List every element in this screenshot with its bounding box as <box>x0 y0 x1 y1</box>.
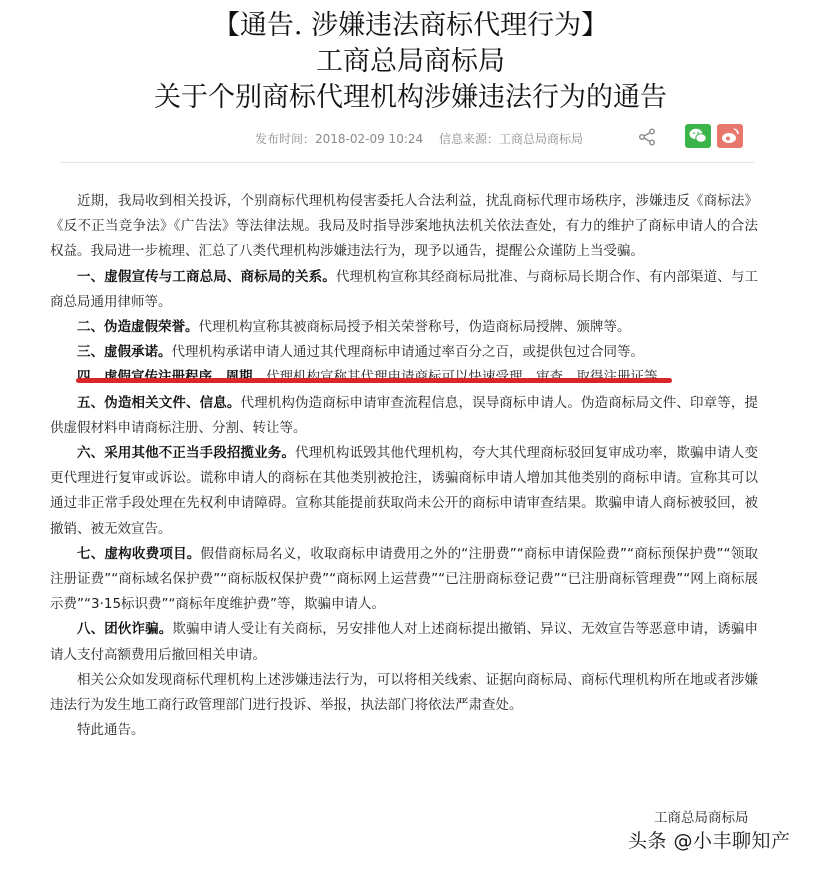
headline-line-2: 工商总局商标局 <box>316 46 505 77</box>
paragraph-item-1: 一、虚假宣传与工商总局、商标局的关系。代理机构宣称其经商标局批准、与商标局长期合作、有内部渠道、与工商总局通用律师等。 <box>50 268 759 310</box>
notice-body <box>50 189 758 743</box>
paragraph-item-2: 二、伪造虚假荣誉。代理机构宣称其被商标局授予相关荣誉称号，伪造商标局授牌、颁牌等。 <box>77 319 631 336</box>
info-source: 信息来源：工商总局商标局 <box>438 132 583 146</box>
red-highlight-underline <box>76 378 672 383</box>
header-divider <box>60 162 754 163</box>
paragraph-item-7: 七、虚构收费项目。假借商标局名义，收取商标申请费用之外的“注册费”“商标申请保险费”“商标预保护费”“领取注册证费”“商标域名保护费”“商标版权保护费”“商标网上运营费”“已注册商标登记费”“已注册商标管理费”“网上商标展示费”“3·15标识费”“商标年度维护费”等，欺骗申请人。 <box>50 545 758 613</box>
paragraph-intro: 近期，我局收到相关投诉，个别商标代理机构侵害委托人合法利益，扰乱商标代理市场秩序，涉嫌违反《商标法》《反不正当竞争法》《广告法》等法律法规。我局及时指导涉案地执法机关依法查处，有力的维护了商标申请人的合法权益。我局进一步梳理、汇总了八类代理机构涉嫌违法行为，现予以通告，提醒公众谨防上当受骗。 <box>50 193 758 260</box>
watermark: 头条 @小丰聊知产 <box>628 830 791 852</box>
paragraph-item-8: 八、团伙诈骗。欺骗申请人受让有关商标，另安排他人对上述商标提出撤销、异议、无效宣告等恶意申请，诱骗申请人支付高额费用后撤回相关申请。 <box>50 621 759 663</box>
headline-line-1: 【通告. 涉嫌违法商标代理行为】 <box>212 10 609 41</box>
wechat-icon <box>685 124 711 148</box>
weibo-share-button[interactable] <box>717 124 743 148</box>
paragraph-closing: 相关公众如发现商标代理机构上述涉嫌违法行为，可以将相关线索、证据向商标局、商标代理机构所在地或者涉嫌违法行为发生地工商行政管理部门进行投诉、举报，执法部门将依法严肃查处。 <box>50 671 758 714</box>
headline-line-3: 关于个别商标代理机构涉嫌违法行为的通告 <box>154 82 667 113</box>
signature: 工商总局商标局 <box>654 810 749 826</box>
notice-headline <box>0 8 821 116</box>
share-icon[interactable] <box>638 128 656 146</box>
paragraph-item-3: 三、虚假承诺。代理机构承诺申请人通过其代理商标申请通过率百分之百，或提供包过合同等。 <box>77 344 644 361</box>
paragraph-item-5: 五、伪造相关文件、信息。代理机构伪造商标申请审查流程信息，误导商标申请人。伪造商标局文件、印章等，提供虚假材料申请商标注册、分割、转让等。 <box>50 394 759 436</box>
article-meta <box>255 130 595 147</box>
paragraph-sign-off: 特此通告。 <box>77 722 145 739</box>
wechat-share-button[interactable] <box>685 124 711 148</box>
paragraph-item-6: 六、采用其他不正当手段招揽业务。代理机构诋毁其他代理机构，夸大其代理商标驳回复审成功率，欺骗申请人变更代理进行复审或诉讼。谎称申请人的商标在其他类别被抢注，诱骗商标申请人增加其他类别的商标申请。宣称其可以通过非正常手段处理在先权利申请障碍。宣称其能提前获取尚未公开的商标申请审查结果。欺骗申请人商标被驳回，被撤销、被无效宣告。 <box>50 445 759 537</box>
publish-time: 发布时间：2018-02-09 10:24 <box>255 132 424 146</box>
weibo-icon <box>717 124 743 148</box>
